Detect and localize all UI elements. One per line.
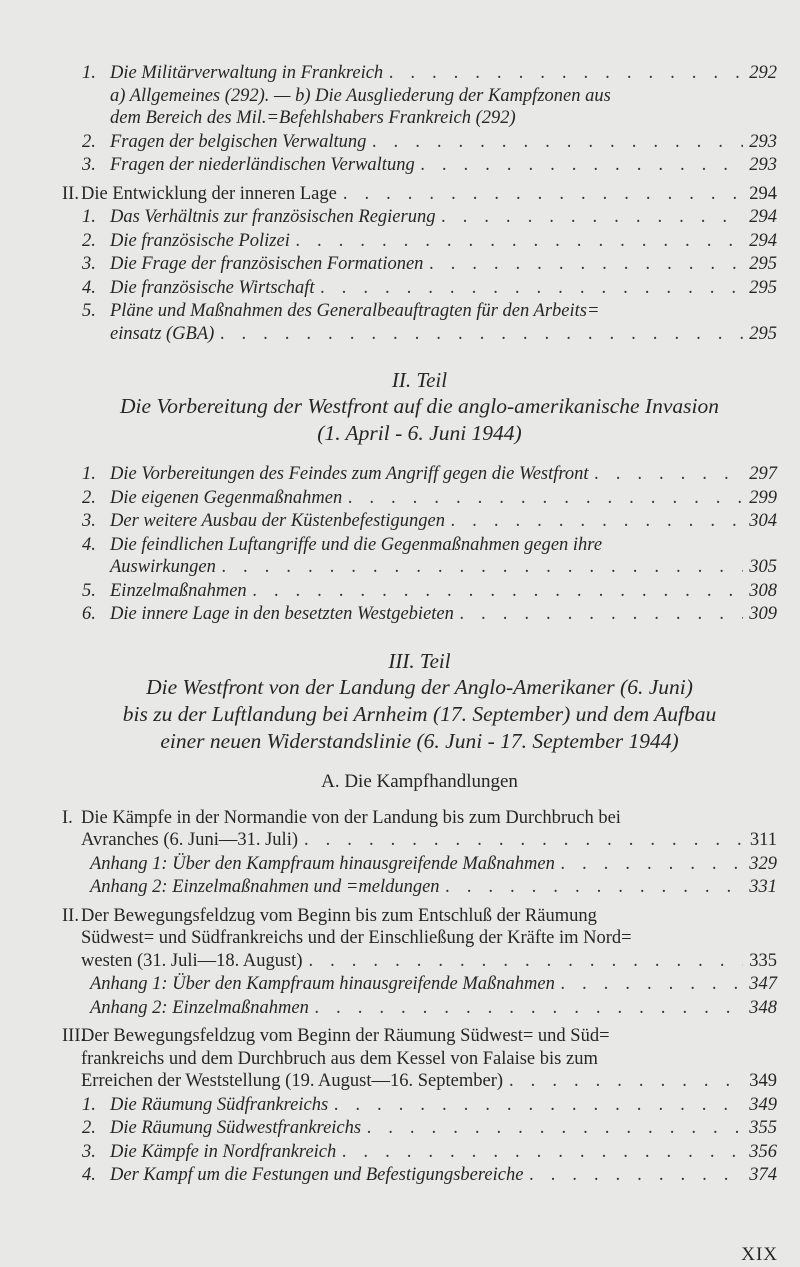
entry-body <box>110 62 777 130</box>
entry-page: 292 <box>749 63 777 83</box>
entry-line <box>81 183 777 206</box>
entry-line <box>110 1094 777 1117</box>
entry-line <box>81 905 777 928</box>
entry-line <box>110 253 777 276</box>
entry-title: Avranches (6. Juni—31. Juli) <box>81 830 298 850</box>
entry-line <box>110 154 777 177</box>
toc-entry[interactable] <box>62 997 777 1020</box>
entry-number: 4. <box>82 277 96 298</box>
toc-entry[interactable] <box>62 1094 777 1117</box>
entry-title: Die eigenen Gegenmaßnahmen <box>110 487 343 508</box>
dot-leader <box>309 997 743 1020</box>
entry-line <box>110 603 777 626</box>
entry-page: 295 <box>749 277 777 298</box>
entry-title: Der weitere Ausbau der Küstenbefestigungen <box>110 511 446 531</box>
entry-body <box>110 510 777 533</box>
entry-number: 2. <box>82 230 96 251</box>
dot-leader <box>315 277 743 300</box>
entry-number: 1. <box>82 207 96 227</box>
entry-subtitle: a) Allgemeines (292). — b) Die Ausgliederung der Kampfzonen aus <box>110 85 611 106</box>
entry-title: Die französische Polizei <box>110 230 290 251</box>
dot-leader <box>454 603 743 626</box>
entry-body <box>110 300 777 345</box>
entry-number: 2. <box>82 131 96 152</box>
entry-line <box>110 556 777 579</box>
part-title-line: bis zu der Luftlandung bei Arnheim (17. September) und dem Aufbau <box>122 701 717 726</box>
dot-leader <box>366 131 743 154</box>
toc-entry[interactable] <box>62 1164 777 1187</box>
toc-entry[interactable] <box>62 62 777 130</box>
entry-line <box>81 1025 777 1048</box>
toc-entry[interactable] <box>62 510 777 533</box>
entry-number: III. <box>62 1026 86 1046</box>
entry-title: Die Räumung Südfrankreichs <box>110 1094 329 1115</box>
entry-body <box>110 206 777 229</box>
entry-number: 3. <box>82 511 96 531</box>
dot-leader <box>342 487 743 510</box>
entry-page: 347 <box>749 974 777 994</box>
entry-number: 5. <box>82 301 96 321</box>
entry-title: Einzelmaßnahmen <box>110 580 247 601</box>
section-heading: A. Die Kampfhandlungen <box>321 770 518 792</box>
entry-page: 311 <box>749 830 777 850</box>
entry-line <box>110 487 777 510</box>
entry-number: 1. <box>82 63 96 83</box>
entry-subtitle: dem Bereich des Mil.=Befehlshabers Frankreich (292) <box>110 108 516 128</box>
entry-body <box>110 131 777 154</box>
dot-leader <box>336 1141 743 1164</box>
entry-line <box>110 1117 777 1140</box>
entry-page: 294 <box>749 230 777 251</box>
entry-page: 305 <box>749 557 777 577</box>
entry-page: 295 <box>749 254 777 274</box>
dot-leader <box>361 1117 743 1140</box>
entry-page: 349 <box>749 1094 777 1115</box>
toc-entry[interactable] <box>62 183 777 206</box>
entry-page: 355 <box>749 1118 777 1138</box>
toc-entry[interactable] <box>62 876 777 899</box>
entry-title: Fragen der niederländischen Verwaltung <box>110 155 415 175</box>
entry-line <box>110 62 777 85</box>
toc-entry[interactable] <box>62 253 777 276</box>
entry-page: 348 <box>749 997 777 1018</box>
entry-title: Anhang 2: Einzelmaßnahmen und =meldungen <box>90 877 440 897</box>
part-title-line: einer neuen Widerstandslinie (6. Juni - 17. September 1944) <box>160 728 679 753</box>
entry-line <box>110 580 777 603</box>
toc-entry[interactable] <box>62 905 777 973</box>
dot-leader <box>440 876 743 899</box>
dot-leader <box>445 510 743 533</box>
entry-line <box>110 277 777 300</box>
entry-body <box>81 807 777 852</box>
part-label: II. Teil <box>391 368 448 392</box>
entry-number: 3. <box>82 254 96 274</box>
entry-body <box>90 876 777 899</box>
entry-number: 2. <box>82 1118 96 1138</box>
entry-title: Südwest= und Südfrankreichs und der Einschließung der Kräfte im Nord= <box>81 928 632 948</box>
entry-title: Die Militärverwaltung in Frankreich <box>110 63 384 83</box>
dot-leader <box>328 1094 743 1117</box>
toc-entry[interactable] <box>62 853 777 876</box>
entry-page: 308 <box>749 580 777 601</box>
toc-entry[interactable] <box>62 973 777 996</box>
entry-page: 304 <box>749 511 777 531</box>
dot-leader <box>555 853 743 876</box>
entry-line <box>110 323 777 346</box>
entry-title: Anhang 1: Über den Kampfraum hinausgreifende Maßnahmen <box>90 974 555 994</box>
entry-title: Die innere Lage in den besetzten Westgebieten <box>110 604 454 624</box>
part-title-line: (1. April - 6. Juni 1944) <box>317 421 522 445</box>
entry-title: Erreichen der Weststellung (19. August—16. September) <box>81 1071 504 1091</box>
entry-line <box>110 1164 777 1187</box>
entry-page: 294 <box>749 207 777 227</box>
entry-page: 294 <box>749 183 777 204</box>
toc-entry[interactable] <box>62 463 777 486</box>
entry-line <box>110 1141 777 1164</box>
entry-line <box>110 534 777 557</box>
dot-leader <box>214 323 743 346</box>
entry-page: 299 <box>749 487 777 508</box>
entry-title: frankreichs und dem Durchbruch aus dem Kessel von Falaise bis zum <box>81 1048 598 1069</box>
entry-body <box>110 580 777 603</box>
page-number-roman: XIX <box>741 1244 778 1265</box>
toc-entry[interactable] <box>62 131 777 154</box>
part-label: III. Teil <box>388 648 451 673</box>
toc-entry[interactable] <box>62 230 777 253</box>
entry-number: 3. <box>82 1141 96 1162</box>
entry-body <box>110 1141 777 1164</box>
entry-body <box>81 905 777 973</box>
entry-body <box>110 1094 777 1117</box>
entry-page: 297 <box>749 464 777 484</box>
entry-line <box>81 950 777 973</box>
part-title-line: Die Westfront von der Landung der Anglo-Amerikaner (6. Juni) <box>146 674 693 699</box>
dot-leader <box>523 1164 743 1187</box>
entry-line <box>110 206 777 229</box>
entry-title: Die französische Wirtschaft <box>110 277 315 298</box>
entry-page: 295 <box>749 323 777 344</box>
entry-body <box>110 253 777 276</box>
entry-line <box>110 510 777 533</box>
toc-entry[interactable] <box>62 300 777 345</box>
entry-title: Pläne und Maßnahmen des Generalbeauftragten für den Arbeits= <box>110 301 600 321</box>
entry-body <box>110 463 777 486</box>
toc-entry[interactable] <box>62 580 777 603</box>
entry-title: Anhang 2: Einzelmaßnahmen <box>90 997 309 1018</box>
entry-title: Die Vorbereitungen des Feindes zum Angriff gegen die Westfront <box>110 464 589 484</box>
dot-leader <box>383 62 743 85</box>
entry-title: Die Räumung Südwestfrankreichs <box>110 1118 362 1138</box>
dot-leader <box>216 556 743 579</box>
entry-body <box>110 603 777 626</box>
entry-subline <box>110 107 777 130</box>
toc-entry[interactable] <box>62 1117 777 1140</box>
toc-entry[interactable] <box>62 807 777 852</box>
toc-entry[interactable] <box>62 534 777 579</box>
dot-leader <box>302 950 743 973</box>
toc-entry[interactable] <box>62 487 777 510</box>
entry-page: 293 <box>749 155 777 175</box>
entry-page: 335 <box>749 950 777 971</box>
dot-leader <box>589 463 743 486</box>
dot-leader <box>247 580 743 603</box>
entry-title: Der Bewegungsfeldzug vom Beginn der Räumung Südwest= und Süd= <box>81 1026 610 1046</box>
entry-page: 331 <box>749 877 777 897</box>
toc-entry[interactable] <box>62 154 777 177</box>
part-title-line: Die Vorbereitung der Westfront auf die anglo-amerikanische Invasion <box>120 394 719 418</box>
entry-number: 5. <box>82 580 96 601</box>
entry-title: westen (31. Juli—18. August) <box>81 950 303 971</box>
entry-line <box>90 853 777 876</box>
entry-number: 1. <box>82 464 96 484</box>
dot-leader <box>298 829 743 852</box>
entry-title: Die feindlichen Luftangriffe und die Gegenmaßnahmen gegen ihre <box>110 534 603 555</box>
entry-body <box>90 997 777 1020</box>
dot-leader <box>337 183 743 206</box>
entry-body <box>110 154 777 177</box>
entry-title: Anhang 1: Über den Kampfraum hinausgreifende Maßnahmen <box>90 853 555 874</box>
entry-body <box>81 183 777 206</box>
entry-body <box>90 973 777 996</box>
entry-page: 356 <box>749 1141 777 1162</box>
entry-number: 6. <box>82 604 96 624</box>
entry-line <box>110 131 777 154</box>
entry-line <box>81 807 777 830</box>
entry-title: Die Kämpfe in Nordfrankreich <box>110 1141 337 1162</box>
entry-body <box>110 487 777 510</box>
entry-number: II. <box>62 183 79 204</box>
entry-body <box>90 853 777 876</box>
entry-line <box>81 927 777 950</box>
entry-line <box>110 300 777 323</box>
toc-entry[interactable] <box>62 277 777 300</box>
entry-number: I. <box>62 807 73 828</box>
entry-number: 2. <box>82 487 96 508</box>
entry-number: 4. <box>82 1165 96 1185</box>
entry-subline <box>110 85 777 108</box>
entry-line <box>110 230 777 253</box>
entry-line <box>81 829 777 852</box>
entry-title: Der Kampf um die Festungen und Befestigungsbereiche <box>110 1165 524 1185</box>
entry-title: Der Bewegungsfeldzug vom Beginn bis zum Entschluß der Räumung <box>81 905 597 926</box>
toc-entry[interactable] <box>62 1025 777 1093</box>
entry-body <box>110 277 777 300</box>
entry-number: II. <box>62 905 79 926</box>
dot-leader <box>415 154 743 177</box>
dot-leader <box>435 206 743 229</box>
entry-number: 1. <box>82 1094 96 1115</box>
entry-title: Die Kämpfe in der Normandie von der Landung bis zum Durchbruch bei <box>81 807 621 828</box>
toc-entry[interactable] <box>62 1141 777 1164</box>
entry-page: 349 <box>749 1071 777 1091</box>
entry-title: einsatz (GBA) <box>110 323 215 344</box>
entry-line <box>90 997 777 1020</box>
entry-title: Die Frage der französischen Formationen <box>110 254 424 274</box>
entry-page: 329 <box>749 853 777 874</box>
entry-title: Die Entwicklung der inneren Lage <box>81 183 337 204</box>
toc-entry[interactable] <box>62 206 777 229</box>
entry-line <box>81 1070 777 1093</box>
entry-body <box>110 1117 777 1140</box>
entry-title: Auswirkungen <box>110 557 216 577</box>
entry-page: 309 <box>749 604 777 624</box>
entry-title: Das Verhältnis zur französischen Regierung <box>110 207 436 227</box>
entry-body <box>110 230 777 253</box>
dot-leader <box>423 253 743 276</box>
toc-entry[interactable] <box>62 603 777 626</box>
entry-body <box>81 1025 777 1093</box>
dot-leader <box>555 973 743 996</box>
entry-line <box>90 973 777 996</box>
entry-line <box>90 876 777 899</box>
dot-leader <box>503 1070 743 1093</box>
entry-title: Fragen der belgischen Verwaltung <box>110 131 367 152</box>
entry-page: 374 <box>749 1165 777 1185</box>
entry-line <box>81 1048 777 1071</box>
entry-line <box>110 463 777 486</box>
entry-body <box>110 1164 777 1187</box>
entry-body <box>110 534 777 579</box>
entry-number: 4. <box>82 534 96 555</box>
entry-page: 293 <box>749 131 777 152</box>
entry-number: 3. <box>82 155 96 175</box>
dot-leader <box>290 230 743 253</box>
table-of-contents <box>62 62 777 1188</box>
